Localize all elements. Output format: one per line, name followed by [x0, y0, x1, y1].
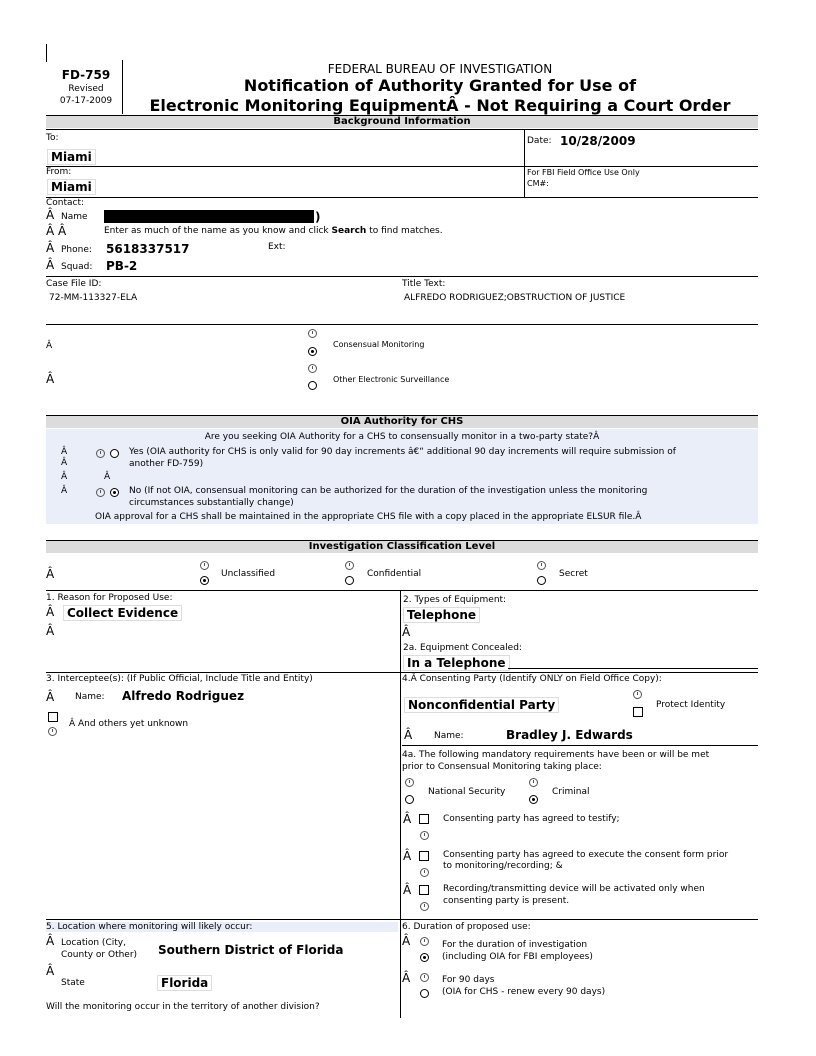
redaction-bar [104, 210, 314, 223]
cursor-mark [46, 44, 47, 62]
clock-icon [200, 561, 209, 570]
others-unknown: Â And others yet unknown [69, 719, 189, 729]
marker: Â [104, 472, 111, 482]
city-field[interactable]: Southern District of Florida [158, 943, 344, 957]
national-security-radio[interactable] [405, 795, 414, 804]
secret-label: Secret [559, 569, 588, 579]
consenting-name-field[interactable]: Bradley J. Edwards [506, 728, 633, 742]
clock-icon [420, 973, 429, 982]
reason-field[interactable]: Collect Evidence [63, 605, 182, 621]
clock-icon [405, 778, 414, 787]
marker: Â [402, 625, 411, 639]
oia-no-text-2: circumstances substantially change) [129, 498, 294, 508]
rule [46, 919, 758, 920]
to-label: To: [46, 133, 59, 143]
rule [46, 324, 758, 325]
national-security-label: National Security [428, 787, 506, 797]
interceptee-label: 3. Interceptee(s): (If Public Official, Include Title and Entity) [46, 674, 313, 684]
to-field[interactable]: Miami [47, 149, 96, 165]
clock-icon [529, 778, 538, 787]
concealed-label: 2a. Equipment Concealed: [403, 643, 522, 653]
requirement-device-2: consenting party is present. [443, 896, 570, 906]
rule [46, 197, 758, 198]
rule [46, 672, 758, 673]
oia-no-text-1: No (If not OIA, consensual monitoring can be authorized for the duration of the investigation unless the monitoring [129, 486, 648, 496]
clock-icon [420, 831, 429, 840]
case-file-value: 72-MM-113327-ELA [49, 293, 138, 303]
marker: Â [46, 241, 55, 255]
field-office-note: For FBI Field Office Use Only [527, 168, 640, 177]
marker: Â [403, 883, 412, 897]
equipment-label: 2. Types of Equipment: [403, 595, 507, 605]
other-surveillance-label: Other Electronic Surveillance [333, 375, 450, 384]
confidential-label: Confidential [367, 569, 422, 579]
marker: Â [404, 728, 413, 742]
location-label: 5. Location where monitoring will likely occur: [46, 922, 398, 932]
marker: Â Â [46, 224, 67, 238]
requirement-testify: Consenting party has agreed to testify; [443, 814, 620, 824]
agency-name: FEDERAL BUREAU OF INVESTIGATION [327, 62, 553, 76]
name-hint: Enter as much of the name as you know and click Search to find matches. [104, 226, 443, 236]
revision-date: 07-17-2009 [59, 96, 113, 106]
clock-icon [537, 561, 546, 570]
duration-investigation-radio[interactable] [420, 953, 429, 962]
marker: Â [403, 812, 412, 826]
marker: Â [61, 458, 68, 468]
column-divider [400, 590, 401, 1018]
secret-radio[interactable] [537, 576, 546, 585]
phone-label: Phone: [61, 245, 92, 255]
rule [46, 276, 758, 277]
reason-label: 1. Reason for Proposed Use: [46, 593, 173, 603]
clock-icon [345, 561, 354, 570]
rule [46, 590, 758, 591]
marker: Â [46, 964, 55, 978]
unclassified-label: Unclassified [221, 569, 276, 579]
criminal-radio[interactable] [529, 795, 538, 804]
clock-icon [420, 868, 429, 877]
criminal-label: Criminal [552, 787, 590, 797]
marker: Â [46, 341, 53, 351]
state-field[interactable]: Florida [157, 975, 212, 991]
oia-yes-text-2: another FD-759) [129, 459, 204, 469]
marker: Â [46, 934, 55, 948]
marker: Â [61, 447, 68, 457]
cm-label: CM#: [527, 179, 549, 188]
clock-icon [308, 364, 317, 373]
requirement-consent-1: Consenting party has agreed to execute the consent form prior [443, 850, 729, 860]
consent-form-checkbox[interactable] [419, 851, 429, 861]
marker: Â [402, 971, 411, 985]
name-label: Name [61, 212, 88, 222]
protect-identity-label: Protect Identity [656, 700, 726, 710]
consenting-party-select[interactable]: Nonconfidential Party [404, 697, 559, 713]
ext-label: Ext: [268, 242, 286, 252]
background-information-band: Background Information [46, 115, 758, 128]
duration-90-days-2: (OIA for CHS - renew every 90 days) [442, 987, 606, 997]
clock-icon [48, 727, 57, 736]
unclassified-radio[interactable] [200, 576, 209, 585]
clock-icon [96, 449, 105, 458]
rule [402, 745, 758, 746]
consenting-party-label: 4.Â Consenting Party (Identify ONLY on Field Office Copy): [402, 674, 662, 684]
name-suffix: ) [315, 210, 321, 224]
oia-question: Are you seeking OIA Authority for a CHS to consensually monitor in a two-party state?Â [204, 432, 600, 442]
phone-field[interactable]: 5618337517 [106, 242, 190, 256]
city-label-2: County or Other) [61, 950, 138, 960]
confidential-radio[interactable] [345, 576, 354, 585]
city-label-1: Location (City, [61, 938, 126, 948]
marker: Â [402, 934, 411, 948]
revised-label: Revised [68, 84, 104, 94]
oia-authority-band: OIA Authority for CHS [46, 415, 758, 428]
interceptee-name-label: Name: [75, 692, 105, 702]
duration-90-days-radio[interactable] [420, 989, 429, 998]
clock-icon [308, 329, 317, 338]
other-surveillance-radio[interactable] [308, 381, 317, 390]
date-field[interactable]: 10/28/2009 [560, 134, 636, 148]
form-number: FD-759 [61, 68, 111, 82]
marker: Â [46, 258, 55, 272]
consensual-monitoring-label: Consensual Monitoring [333, 340, 425, 349]
equipment-field[interactable]: Telephone [403, 607, 480, 623]
duration-90-days-1: For 90 days [442, 975, 495, 985]
rule [46, 166, 758, 167]
rule [524, 129, 525, 197]
marker: Â [46, 605, 55, 619]
oia-yes-text-1: Yes (OIA authority for CHS is only valid for 90 day increments â€“ additional 90 day increments will require submission of [129, 447, 676, 457]
clock-icon [633, 690, 642, 699]
requirements-label-2: prior to Consensual Monitoring taking place: [402, 762, 602, 772]
consensual-monitoring-radio[interactable] [308, 347, 317, 356]
form-title-line2: Electronic Monitoring EquipmentÂ - Not Requiring a Court Order [149, 96, 731, 115]
requirement-consent-2: to monitoring/recording; & [443, 861, 563, 871]
header-divider [122, 60, 123, 114]
squad-field[interactable]: PB-2 [106, 259, 138, 273]
marker: Â [46, 208, 55, 222]
duration-investigation-1: For the duration of investigation [442, 940, 588, 950]
clock-icon [420, 902, 429, 911]
date-label: Date: [527, 136, 552, 146]
marker: Â [61, 486, 68, 496]
protect-identity-checkbox[interactable] [633, 707, 643, 717]
clock-icon [96, 488, 105, 497]
concealed-field[interactable]: In a Telephone [403, 655, 510, 671]
contact-label: Contact: [46, 198, 85, 208]
title-text-label: Title Text: [402, 279, 446, 289]
from-field[interactable]: Miami [47, 179, 96, 195]
consenting-name-label: Name: [434, 731, 464, 741]
oia-no-radio[interactable] [110, 488, 119, 497]
classification-band: Investigation Classification Level [46, 540, 758, 553]
territory-question: Will the monitoring occur in the territory of another division? [46, 1002, 320, 1012]
requirement-device-1: Recording/transmitting device will be activated only when [443, 884, 705, 894]
marker: Â [61, 472, 68, 482]
marker: Â [46, 372, 55, 386]
interceptee-name-field[interactable]: Alfredo Rodriguez [122, 689, 245, 703]
marker: Â [46, 567, 55, 581]
case-file-label: Case File ID: [46, 279, 102, 289]
oia-approval-note: OIA approval for a CHS shall be maintained in the appropriate CHS file with a copy placed in the appropriate ELSUR file.Â [95, 512, 642, 522]
duration-label: 6. Duration of proposed use: [402, 922, 531, 932]
form-title-line1: Notification of Authority Granted for Use of [243, 76, 637, 95]
oia-section [46, 429, 758, 524]
duration-investigation-2: (including OIA for FBI employees) [442, 952, 593, 962]
oia-yes-radio[interactable] [110, 449, 119, 458]
title-text-value: ALFREDO RODRIGUEZ;OBSTRUCTION OF JUSTICE [404, 293, 626, 303]
marker: Â [46, 624, 55, 638]
marker: Â [46, 690, 55, 704]
squad-label: Squad: [61, 262, 93, 272]
requirements-label-1: 4a. The following mandatory requirements have been or will be met [402, 750, 710, 760]
from-label: From: [46, 167, 72, 177]
rule [508, 668, 758, 669]
testify-checkbox[interactable] [419, 814, 429, 824]
state-label: State [61, 978, 85, 988]
device-activation-checkbox[interactable] [419, 885, 429, 895]
clock-icon [420, 937, 429, 946]
rule [46, 129, 758, 130]
marker: Â [403, 849, 412, 863]
checkbox-icon[interactable] [48, 712, 58, 722]
